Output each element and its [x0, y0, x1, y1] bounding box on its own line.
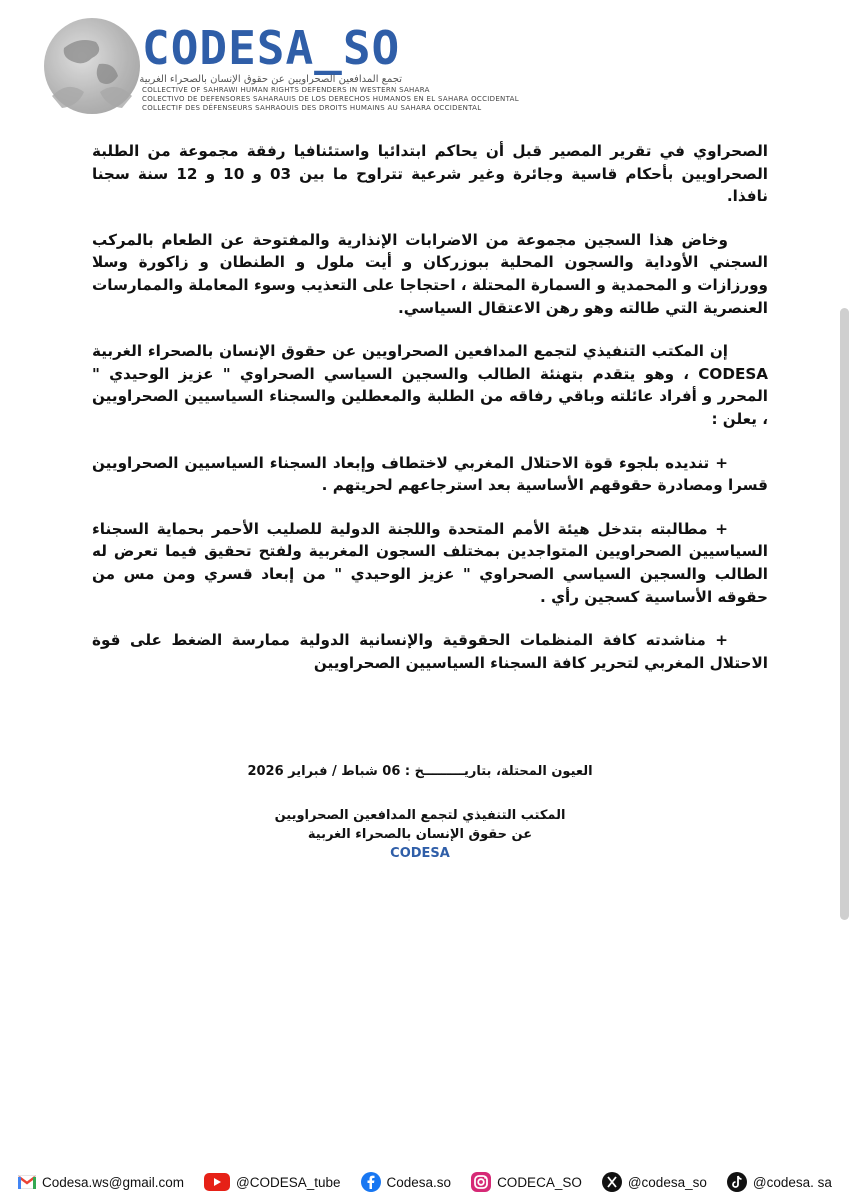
demand-condemnation: + تنديده بلجوء قوة الاحتلال المغربي لاختطاف وإبعاد السجناء السياسيين الصحراويين قسرا ومصادرة حقوقهم الأساسية بعد استرجاعهم لحريتهم . [92, 453, 768, 495]
instagram-handle: CODECA_SO [497, 1174, 582, 1190]
logo-french-subtitle: COLLECTIF DES DÉFENSEURS SAHRAOUIS DES DROITS HUMAINS AU SAHARA OCCIDENTAL [142, 104, 482, 112]
facebook-handle: Codesa.so [386, 1174, 452, 1190]
announcement-part1: إن المكتب التنفيذي لتجمع المدافعين الصحراويين عن حقوق الإنسان بالصحراء الغربية [92, 342, 728, 361]
footer-facebook[interactable] [361, 1172, 452, 1192]
footer-instagram[interactable] [471, 1172, 582, 1192]
globe-hands-logo-icon [44, 18, 140, 114]
x-handle: @codesa_so [627, 1174, 707, 1190]
date-line: العيون المحتلة، بتاريـــــــــخ : 06 شباط / فبراير 2026 [247, 764, 593, 779]
logo-english-subtitle: COLLECTIVE OF SAHRAWI HUMAN RIGHTS DEFENDERS IN WESTERN SAHARA [142, 86, 430, 94]
office-line-1: المكتب التنفيذي لتجمع المدافعين الصحراويين [274, 808, 566, 823]
tiktok-handle: @codesa. sa [752, 1174, 832, 1190]
statement-body [92, 140, 768, 674]
footer-tiktok[interactable] [727, 1172, 832, 1192]
footer-youtube[interactable] [204, 1173, 341, 1191]
demand-appeal: + مناشدته كافة المنظمات الحقوقية والإنسانية الدولية ممارسة الضغط على قوة الاحتلال المغربي لتحرير كافة السجناء السياسيين الصحراويين [92, 631, 768, 672]
paragraph-intro: الصحراوي في تقرير المصير قبل أن يحاكم ابتدائيا واستئنافيا رفقة مجموعة من الطلبة الصحراويين بأحكام قاسية وجائرة وغير شرعية تتراوح ما بين 03 و 10 و 12 سنة سجنا نافذا. [92, 142, 768, 206]
x-twitter-icon [602, 1172, 622, 1192]
tiktok-icon [727, 1172, 747, 1192]
signature-org: CODESA [390, 846, 450, 861]
gmail-icon [18, 1175, 36, 1189]
demand-intervention: + مطالبته بتدخل هيئة الأمم المتحدة واللجنة الدولية للصليب الأحمر بحماية السجناء السياسيين الصحراويين المتواجدين بمختلف السجون المغربية ولفتح تحقيق فيما تعرض له الطالب والسجين السياسي الصحراوي " عزيز الوحيدي " من إبعاد قسري ومن مس من حقوقه الأساسية كسجين رأي . [92, 519, 768, 606]
announcement-org: CODESA [698, 364, 769, 383]
instagram-icon [471, 1172, 491, 1192]
logo-title: CODESA_SO [142, 21, 401, 75]
paragraph-hunger-strikes: وخاض هذا السجين مجموعة من الاضرابات الإنذارية والمفتوحة عن الطعام بالمركب السجني الأوداية والسجون المحلية ببوزركان و أيت ملول و الطنطان و زاكورة وسلا وورزازات و المحمدية و السمارة المحتلة ، احتجاجا على التعذيب وسوء المعاملة والممارسات العنصرية التي طالته وهو رهن الاعتقال السياسي. [92, 230, 768, 317]
paragraph-announcement [92, 340, 768, 430]
logo-arabic-subtitle: تجمع المدافعين الصحراويين عن حقوق الإنسان بالصحراء الغربية [139, 74, 402, 85]
footer-email[interactable] [18, 1175, 184, 1190]
signature-block [230, 762, 610, 863]
brand-block [139, 21, 519, 113]
facebook-icon [361, 1172, 381, 1192]
announcement-part2: ، وهو يتقدم بتهنئة الطالب والسجين السياسي الصحراوي " عزيز الوحيدي " المحرر و أفراد عائلته وباقي رفاقه من الطلبة والمعطلين والسجناء السياسيين الصحراويين ، يعلن : [92, 364, 768, 428]
footer-x[interactable] [602, 1172, 707, 1192]
youtube-handle: @CODESA_tube [236, 1174, 341, 1190]
office-line-2: عن حقوق الإنسان بالصحراء الغربية [307, 827, 533, 842]
vertical-scrollbar[interactable] [840, 308, 849, 920]
email-text: Codesa.ws@gmail.com [42, 1174, 185, 1190]
letterhead [0, 0, 857, 140]
youtube-icon [204, 1173, 230, 1191]
contact-footer [18, 1171, 857, 1193]
logo-spanish-subtitle: COLECTIVO DE DEFENSORES SAHARAUIS DE LOS DERECHOS HUMANOS EN EL SAHARA OCCIDENTAL [142, 95, 519, 103]
